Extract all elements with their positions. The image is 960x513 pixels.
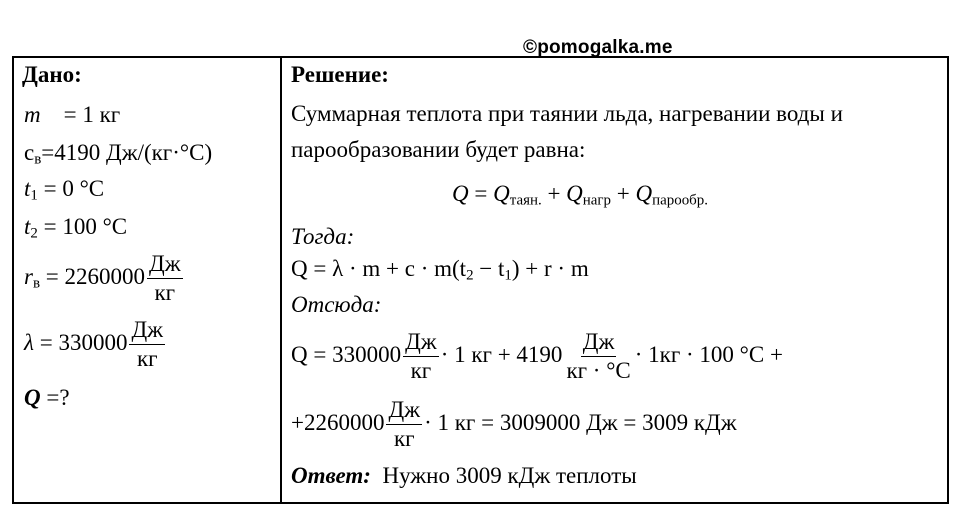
c-subscript: в — [34, 151, 42, 168]
given-heat-capacity — [24, 140, 212, 169]
eq4-part-a: +2260000 — [291, 409, 385, 435]
given-t1 — [24, 176, 104, 205]
t2-subscript: 2 — [30, 225, 38, 242]
given-fusion-heat — [24, 318, 167, 371]
eq1-plus-2: + — [611, 181, 636, 206]
lambda-unit-denominator: кг — [136, 346, 158, 372]
t1-subscript: 1 — [30, 187, 38, 204]
given-vaporization-heat — [24, 252, 185, 305]
eq2-middle: − t — [473, 256, 505, 281]
eq3-fraction-1 — [403, 330, 439, 383]
eq4-fraction-denominator: кг — [393, 426, 415, 452]
equation-substitution-line-1 — [291, 330, 783, 383]
lambda-value: = 330000 — [39, 329, 128, 355]
answer-label: Ответ: — [291, 463, 371, 488]
eq3-fraction-1-denominator: кг — [410, 358, 432, 384]
eq2-start: Q = λ · m + c · m(t — [291, 256, 467, 281]
r-symbol: r — [24, 263, 33, 289]
r-subscript: в — [32, 275, 41, 292]
mass-value: = 1 кг — [63, 102, 121, 127]
eq3-fraction-2-denominator: кг · °С — [566, 358, 631, 384]
eq1-q-melt: Q — [493, 181, 510, 206]
r-unit-fraction — [147, 252, 183, 305]
solution-intro-line-2: парообразовании будет равна: — [291, 137, 586, 162]
q-symbol: Q — [24, 385, 41, 410]
watermark: ©pomogalka.me — [523, 37, 673, 58]
eq1-q: Q — [452, 181, 469, 206]
r-unit-denominator: кг — [154, 280, 176, 306]
r-value: = 2260000 — [45, 263, 145, 289]
t2-value: = 100 °C — [43, 214, 128, 239]
c-symbol: c — [24, 140, 35, 165]
t1-value: = 0 °C — [43, 176, 105, 201]
lambda-unit-numerator: Дж — [129, 318, 165, 345]
eq1-plus-1: + — [541, 181, 567, 206]
equation-general — [291, 256, 589, 285]
q-value: =? — [46, 385, 70, 410]
eq1-sub-melt: таян. — [509, 192, 542, 209]
given-t2 — [24, 214, 127, 243]
mass-symbol: m — [24, 102, 41, 127]
solution-header: Решение: — [291, 62, 389, 87]
then-label: Тогда: — [291, 224, 355, 249]
eq3-part-a: Q = 330000 — [291, 341, 402, 367]
eq2-sub-1: 2 — [466, 267, 474, 284]
c-value: =4190 Дж/(кг·°С) — [41, 140, 213, 165]
solution-intro-line-1: Суммарная теплота при таянии льда, нагревании воды и — [291, 101, 843, 126]
answer-text: Нужно 3009 кДж теплоты — [382, 463, 637, 488]
given-unknown — [24, 385, 70, 411]
t1-symbol: t — [24, 176, 31, 201]
lambda-symbol: λ — [24, 329, 34, 355]
eq1-q-vapor: Q — [635, 181, 653, 206]
lambda-unit-fraction — [129, 318, 165, 371]
eq3-fraction-2 — [564, 330, 632, 383]
t2-symbol: t — [24, 214, 31, 239]
eq4-part-b: · 1 кг = 3009000 Дж = 3009 кДж — [424, 409, 737, 435]
eq4-fraction — [386, 398, 422, 451]
eq1-sub-vapor: парообр. — [652, 192, 708, 209]
given-header: Дано: — [22, 62, 82, 87]
eq3-part-b: · 1 кг + 4190 — [440, 341, 563, 367]
equation-total-heat — [452, 181, 708, 210]
given-mass — [24, 102, 120, 128]
eq1-equals: = — [474, 181, 494, 206]
eq1-q-heat: Q — [566, 181, 583, 206]
equation-substitution-line-2 — [291, 398, 737, 451]
hence-label: Отсюда: — [291, 292, 382, 317]
eq1-sub-heat: нагр — [582, 192, 612, 209]
answer-line — [291, 463, 637, 489]
eq3-fraction-2-numerator: Дж — [581, 330, 617, 357]
eq2-end: ) + r · m — [511, 256, 589, 281]
eq3-part-c: · 1кг · 100 °C + — [634, 341, 783, 367]
eq4-fraction-numerator: Дж — [386, 398, 422, 425]
r-unit-numerator: Дж — [147, 252, 183, 279]
eq3-fraction-1-numerator: Дж — [403, 330, 439, 357]
eq2-sub-2: 1 — [504, 267, 512, 284]
